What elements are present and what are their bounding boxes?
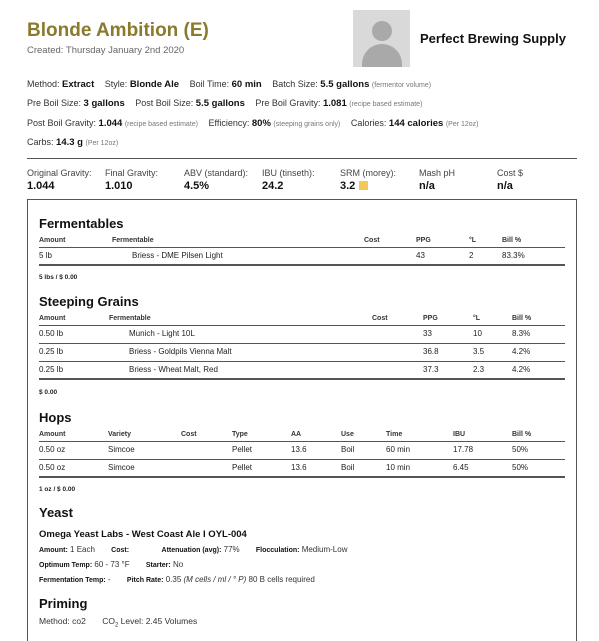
cell-variety: Simcoe — [108, 445, 135, 454]
yeast-starter-label: Starter: — [145, 562, 171, 569]
recipe-title: Blonde Ambition (E) — [27, 20, 209, 41]
yeast-amount-value: 1 Each — [70, 545, 95, 554]
stat-fg — [105, 168, 158, 192]
boil-time-label: Boil Time: — [189, 79, 230, 89]
header-bill: Bill % — [512, 431, 532, 438]
efficiency-label: Efficiency: — [208, 118, 250, 128]
post-boil-size-label: Post Boil Size: — [135, 98, 194, 108]
srm-color-swatch — [359, 181, 368, 190]
cell-time: 60 min — [386, 445, 411, 454]
cell-bill: 4.2% — [512, 347, 531, 356]
abv-label: ABV (standard): — [184, 168, 249, 178]
steeping-summary: $ 0.00 — [39, 389, 58, 396]
yeast-line-2 — [39, 560, 183, 569]
efficiency-value: 80% — [251, 118, 271, 129]
cell-amount: 0.50 lb — [39, 329, 64, 338]
boil-time-value: 60 min — [231, 79, 262, 90]
table-row — [39, 442, 565, 460]
steeping-table — [39, 314, 565, 380]
carbs-label: Carbs: — [27, 137, 54, 147]
yeast-attenuation-value: 77% — [223, 545, 240, 554]
co2-level-label: Level: — [118, 616, 144, 626]
cell-bill: 50% — [512, 463, 529, 472]
yeast-optimum-temp-label: Optimum Temp: — [39, 562, 93, 569]
table-header — [39, 314, 565, 326]
table-row — [39, 460, 565, 478]
stat-cost — [497, 168, 523, 192]
steeping-title: Steeping Grains — [39, 294, 139, 309]
avatar-body-icon — [362, 44, 402, 67]
divider — [27, 158, 577, 159]
cell-fermentable: Briess - Goldpils Vienna Malt — [129, 347, 232, 356]
og-value: 1.044 — [27, 180, 55, 192]
cell-ibu: 6.45 — [453, 463, 469, 472]
header-amount: Amount — [39, 237, 66, 244]
cell-ppg: 43 — [416, 251, 425, 260]
batch-size-label: Batch Size: — [272, 79, 318, 89]
cell-lovibond: 3.5 — [473, 347, 485, 356]
yeast-cost-label: Cost: — [111, 547, 130, 554]
header-ppg: PPG — [416, 237, 431, 244]
hops-summary: 1 oz / $ 0.00 — [39, 486, 76, 493]
co2-level-value: 2.45 Volumes — [145, 616, 198, 626]
ibu-value: 24.2 — [262, 180, 284, 192]
pre-boil-size-value: 3 gallons — [83, 98, 125, 109]
pre-boil-gravity-value: 1.081 — [322, 98, 347, 109]
cell-aa: 13.6 — [291, 463, 307, 472]
cost-label: Cost $ — [497, 168, 524, 178]
calories-note: (Per 12oz) — [445, 121, 479, 128]
yeast-line-3 — [39, 575, 315, 584]
yeast-ferm-temp-value: - — [108, 575, 111, 584]
yeast-amount-label: Amount: — [39, 547, 68, 554]
yeast-ferm-temp-label: Fermentation Temp: — [39, 577, 106, 584]
carbs-value: 14.3 g — [56, 137, 83, 148]
fermentables-table — [39, 236, 565, 266]
header-use: Use — [341, 431, 354, 438]
srm-value: 3.2 — [340, 180, 356, 192]
header-cost: Cost — [181, 431, 197, 438]
cell-amount: 0.50 oz — [39, 445, 66, 454]
created-date: Created: Thursday January 2nd 2020 — [27, 45, 185, 56]
header-bill: Bill % — [502, 237, 522, 244]
srm-value-wrap — [340, 180, 396, 192]
ibu-label: IBU (tinseth): — [262, 168, 315, 178]
yeast-optimum-temp-value: 60 - 73 °F — [94, 560, 130, 569]
fg-value: 1.010 — [105, 180, 133, 192]
cell-type: Pellet — [232, 463, 253, 472]
cell-amount: 0.50 oz — [39, 463, 66, 472]
cell-lovibond: 10 — [473, 329, 482, 338]
yeast-pitch-rate-value: 0.35 — [165, 575, 182, 584]
stat-ph — [419, 168, 455, 192]
cell-use: Boil — [341, 463, 355, 472]
cell-variety: Simcoe — [108, 463, 135, 472]
store-name: Perfect Brewing Supply — [420, 31, 566, 46]
batch-size-value: 5.5 gallons — [320, 79, 370, 90]
yeast-pitch-rate-cells: 80 B cells required — [248, 575, 315, 584]
og-label: Original Gravity: — [27, 168, 92, 178]
header-type: Type — [232, 431, 248, 438]
table-header — [39, 430, 565, 442]
fg-label: Final Gravity: — [105, 168, 159, 178]
post-boil-gravity-note: (recipe based estimate) — [124, 121, 198, 128]
pre-boil-gravity-note: (recipe based estimate) — [349, 101, 423, 108]
cell-ibu: 17.78 — [453, 445, 474, 454]
recipe-card — [27, 199, 577, 641]
method-value: Extract — [62, 79, 95, 90]
cell-amount: 5 lb — [39, 251, 52, 260]
cell-ppg: 36.8 — [423, 347, 439, 356]
header-bill: Bill % — [512, 315, 532, 322]
carbs-note: (Per 12oz) — [85, 140, 119, 147]
header-lovibond: °L — [469, 237, 477, 244]
calories-label: Calories: — [350, 118, 387, 128]
stat-ibu — [262, 168, 315, 192]
cell-fermentable: Briess - Wheat Malt, Red — [129, 365, 218, 374]
cell-bill: 4.2% — [512, 365, 531, 374]
stat-abv — [184, 168, 248, 192]
table-row — [39, 248, 565, 266]
cell-type: Pellet — [232, 445, 253, 454]
header-cost: Cost — [372, 315, 388, 322]
cell-bill: 83.3% — [502, 251, 525, 260]
efficiency-note: (steeping grains only) — [273, 121, 341, 128]
cell-bill: 50% — [512, 445, 529, 454]
abv-value: 4.5% — [184, 180, 210, 192]
priming-method-value: co2 — [72, 616, 86, 626]
avatar — [353, 10, 410, 67]
batch-size-note: (fermentor volume) — [371, 82, 432, 89]
cost-value: n/a — [497, 180, 513, 192]
priming-method-label: Method: — [39, 616, 70, 626]
priming-title: Priming — [39, 596, 88, 611]
hops-table — [39, 430, 565, 478]
header-aa: AA — [291, 431, 302, 438]
header-ppg: PPG — [423, 315, 438, 322]
cell-fermentable: Briess - DME Pilsen Light — [132, 251, 223, 260]
table-row — [39, 344, 565, 362]
header-fermentable: Fermentable — [109, 315, 151, 322]
yeast-pitch-rate-label: Pitch Rate: — [126, 577, 164, 584]
avatar-head-icon — [372, 21, 392, 41]
co2-subscript: 2 — [114, 622, 119, 629]
cell-ppg: 33 — [423, 329, 432, 338]
hops-title: Hops — [39, 410, 72, 425]
table-header — [39, 236, 565, 248]
post-boil-gravity-label: Post Boil Gravity: — [27, 118, 97, 128]
style-label: Style: — [104, 79, 128, 89]
cell-amount: 0.25 lb — [39, 347, 64, 356]
meta-line-1 — [27, 79, 431, 90]
stats-bar — [27, 168, 577, 192]
cell-ppg: 37.3 — [423, 365, 439, 374]
fermentables-title: Fermentables — [39, 216, 124, 231]
style-value: Blonde Ale — [129, 79, 180, 90]
yeast-pitch-rate-units: (M cells / ml / ° P) — [183, 575, 247, 584]
fermentables-summary: 5 lbs / $ 0.00 — [39, 274, 78, 281]
header-cost: Cost — [364, 237, 380, 244]
cell-use: Boil — [341, 445, 355, 454]
co2-prefix: CO — [102, 616, 115, 626]
pre-boil-gravity-label: Pre Boil Gravity: — [255, 98, 321, 108]
priming-line — [39, 616, 197, 629]
calories-value: 144 calories — [388, 118, 444, 129]
pre-boil-size-label: Pre Boil Size: — [27, 98, 82, 108]
header-variety: Variety — [108, 431, 131, 438]
header-ibu: IBU — [453, 431, 466, 438]
header-lovibond: °L — [473, 315, 481, 322]
meta-line-2 — [27, 98, 422, 109]
stat-srm — [340, 168, 396, 192]
method-label: Method: — [27, 79, 60, 89]
table-row — [39, 362, 565, 380]
cell-fermentable: Munich - Light 10L — [129, 329, 195, 338]
yeast-flocculation-value: Medium-Low — [301, 545, 348, 554]
table-row — [39, 326, 565, 344]
post-boil-size-value: 5.5 gallons — [195, 98, 245, 109]
cell-aa: 13.6 — [291, 445, 307, 454]
header-time: Time — [386, 431, 403, 438]
yeast-line-1 — [39, 545, 347, 554]
cell-lovibond: 2 — [469, 251, 474, 260]
yeast-title: Yeast — [39, 505, 73, 520]
yeast-flocculation-label: Flocculation: — [255, 547, 300, 554]
cell-lovibond: 2.3 — [473, 365, 485, 374]
yeast-name: Omega Yeast Labs - West Coast Ale I OYL-004 — [39, 529, 247, 540]
header-amount: Amount — [39, 431, 66, 438]
post-boil-gravity-value: 1.044 — [98, 118, 123, 129]
meta-line-4 — [27, 137, 118, 148]
cell-bill: 8.3% — [512, 329, 531, 338]
ph-value: n/a — [419, 180, 435, 192]
srm-label: SRM (morey): — [340, 168, 396, 178]
cell-time: 10 min — [386, 463, 411, 472]
cell-amount: 0.25 lb — [39, 365, 64, 374]
yeast-starter-value: No — [172, 560, 184, 569]
stat-og — [27, 168, 92, 192]
ph-label: Mash pH — [419, 168, 456, 178]
meta-line-3 — [27, 118, 479, 129]
header-amount: Amount — [39, 315, 66, 322]
header-fermentable: Fermentable — [112, 237, 154, 244]
yeast-attenuation-label: Attenuation (avg): — [161, 547, 222, 554]
